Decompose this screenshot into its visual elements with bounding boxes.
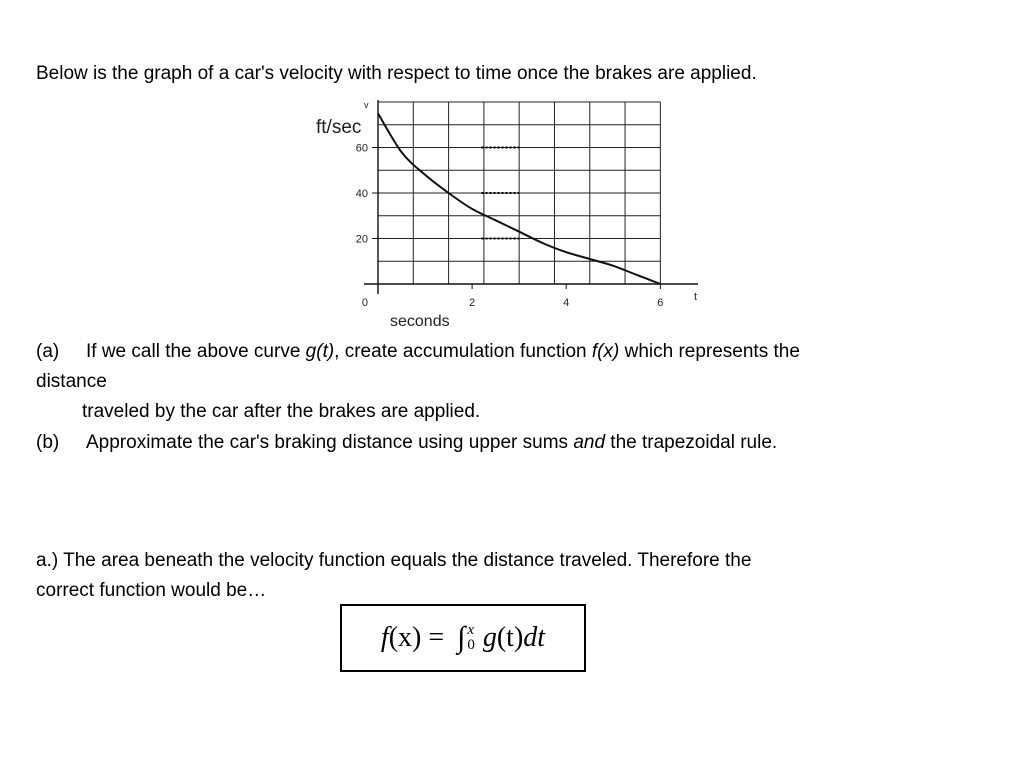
question-b: (b) Approximate the car's braking distance using upper sums and the trapezoidal rule. xyxy=(36,432,778,453)
question-a: (a) If we call the above curve g(t), create accumulation function f(x) which represents the xyxy=(36,341,800,362)
y-tick-label: 40 xyxy=(355,188,368,200)
x-axis-label: seconds xyxy=(390,313,450,330)
y-tick-label: 0 xyxy=(361,297,368,309)
answer-line-2: correct function would be… xyxy=(36,580,267,601)
x-tick-label: 2 xyxy=(469,297,476,309)
integral-limits: x 0 xyxy=(467,622,475,653)
question-b-tag: (b) xyxy=(36,432,60,453)
velocity-chart xyxy=(310,98,720,330)
y-tick-label: 60 xyxy=(355,142,368,155)
y-axis-end-label: v xyxy=(364,100,369,110)
x-tick-label: 4 xyxy=(563,297,570,309)
x-tick-labels xyxy=(469,284,663,309)
f-of-x: f(x) xyxy=(591,341,620,362)
g-of-t: g(t) xyxy=(305,341,335,362)
y-axis-label: ft/sec xyxy=(316,117,362,138)
y-tick-label: 20 xyxy=(355,233,368,246)
x-axis-end-label: t xyxy=(694,291,698,303)
grid xyxy=(364,100,698,294)
integrand: g xyxy=(482,622,497,653)
formula-lhs: f xyxy=(380,622,389,653)
integral-sign: ∫ xyxy=(457,621,466,654)
intro-text: Below is the graph of a car's velocity with respect to time once the brakes are applied. xyxy=(36,63,757,84)
question-a-wrap: distance xyxy=(36,371,107,392)
question-a-continuation: traveled by the car after the brakes are applied. xyxy=(82,401,481,422)
question-a-tag: (a) xyxy=(36,341,60,362)
formula-box: f (x) = ∫ x 0 g (t) dt xyxy=(340,604,586,672)
x-tick-label: 6 xyxy=(657,297,664,309)
answer-line-1: a.) The area beneath the velocity function equals the distance traveled. Therefore the xyxy=(36,550,752,571)
and-word: and xyxy=(573,432,606,453)
differential: dt xyxy=(523,622,546,653)
